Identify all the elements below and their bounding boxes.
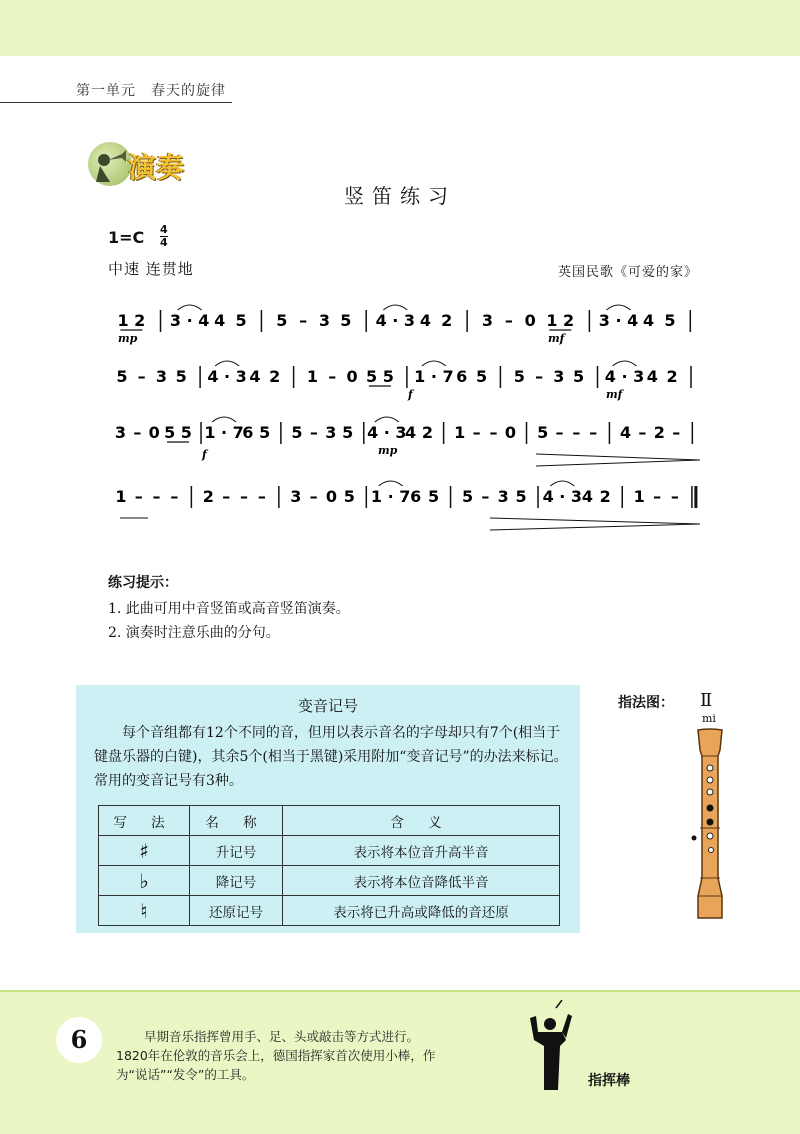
score-note: 1 · 7 [414, 367, 454, 386]
row-meaning: 表示将已升高或降低的音还原 [283, 896, 560, 926]
score-note: – [299, 311, 308, 330]
score-note: 3 · 4 [598, 311, 639, 330]
dynamic-marking: mf [548, 332, 565, 345]
score-note: – [504, 311, 513, 330]
dynamic-marking: mp [378, 444, 398, 457]
score-note: – [152, 487, 161, 506]
score-note: 3 [318, 311, 331, 330]
score-note: 2 [441, 311, 453, 330]
score-note: 5 [461, 487, 474, 506]
score-note: 0 [325, 487, 338, 506]
page-number: 6 [56, 1017, 102, 1063]
row-name: 升记号 [190, 836, 283, 866]
score-note: 1 2 [117, 311, 146, 330]
dynamic-marking: mf [606, 388, 623, 401]
score-note: 0 [346, 367, 358, 386]
score-note: – [134, 487, 143, 506]
header-cell: 含 义 [283, 806, 560, 836]
score-note: 6 [242, 423, 254, 442]
numbered-score [0, 280, 800, 550]
score-note: 5 [175, 367, 187, 386]
table-header-row [99, 806, 560, 836]
conductor-caption: 指挥棒 [588, 1073, 630, 1089]
score-note: 1 [454, 423, 466, 442]
score-note: 5 [342, 423, 354, 442]
time-signature [160, 224, 168, 249]
accidentals-table [98, 805, 560, 926]
slur-arc [422, 361, 446, 366]
unit-header [0, 74, 232, 103]
header-cell: 写 法 [99, 806, 190, 836]
score-note: – [137, 367, 146, 386]
score-note: 4 · 3 [542, 487, 583, 506]
score-note: 1 · 7 [370, 487, 411, 506]
natural-symbol: ♮ [99, 896, 190, 926]
score-note: – [535, 367, 544, 386]
footer-line: 为“说话”“发令”的工具。 [116, 1067, 255, 1082]
panel-title: 变音记号 [297, 697, 358, 715]
tip-item: 2. 演奏时注意乐曲的分句。 [108, 625, 280, 641]
score-note: – [572, 423, 581, 442]
score-note: 1 · 7 [204, 423, 244, 442]
score-note: – [472, 423, 481, 442]
score-note: 3 [114, 423, 127, 442]
score-note: 3 · 4 [169, 311, 210, 330]
score-note: 4 [249, 367, 261, 386]
score-note: 5 [259, 423, 271, 442]
score-note: 3 [497, 487, 509, 506]
score-note: 0 [504, 423, 516, 442]
score-note: – [481, 487, 490, 506]
score-note: 3 [481, 311, 494, 330]
score-note: 4 [643, 311, 655, 330]
score-note: 5 5 [366, 367, 394, 386]
slur-arc [383, 305, 407, 310]
fingering-numeral: Ⅱ [700, 690, 713, 711]
slur-arc [215, 361, 239, 366]
slur-arc [375, 417, 399, 422]
score-note: 1 2 [546, 311, 575, 330]
score-note: – [670, 487, 679, 506]
decrescendo-hairpin [536, 454, 700, 466]
score-note: 6 [456, 367, 468, 386]
fingering-label: 指法图： [618, 695, 674, 711]
top-band [0, 0, 800, 56]
score-note: 1 [306, 367, 319, 386]
score-note: 5 [537, 423, 549, 442]
score-note: 5 [276, 311, 288, 330]
score-note: 4 · 3 [367, 423, 407, 442]
score-note: 5 [343, 487, 355, 506]
score-note: – [555, 423, 564, 442]
score-note: 1 [633, 487, 645, 506]
tip-item: 1. 此曲可用中音竖笛或高音竖笛演奏。 [108, 601, 350, 617]
tips-title: 练习提示： [108, 575, 178, 591]
score-note: 5 [116, 367, 128, 386]
score-note: – [170, 487, 179, 506]
section-label: 演奏 [128, 151, 185, 184]
score-note: 2 [202, 487, 214, 506]
meter-top: 4 [160, 223, 168, 236]
score-note: 4 [214, 311, 226, 330]
footer-text [116, 1027, 476, 1084]
slur-arc [212, 417, 236, 422]
decrescendo-hairpin [490, 518, 700, 530]
dynamic-marking: mp [118, 332, 138, 345]
score-note: 0 [524, 311, 536, 330]
score-note: – [328, 367, 337, 386]
score-note: 6 [410, 487, 422, 506]
slur-arc [612, 361, 636, 366]
row-name: 降记号 [190, 866, 283, 896]
score-note: 4 · 3 [375, 311, 416, 330]
flat-symbol: ♭ [99, 866, 190, 896]
panel-text: 每个音组都有12个不同的音，但用以表示音名的字母却只有7个(相当于键盘乐器的白键)，其余5个(相当于黑键)采用附加“变音记号”的办法来标记。常用的变音记号有3种。 [94, 725, 568, 789]
table-row [99, 896, 560, 926]
score-note: – [240, 487, 249, 506]
score-note: 5 [291, 423, 303, 442]
score-note: 4 [419, 311, 431, 330]
slur-arc [606, 305, 630, 310]
score-note: 3 [155, 367, 168, 386]
score-note: 5 [340, 311, 352, 330]
header-cell: 名 称 [190, 806, 283, 836]
unit-header-text: 第一单元 春天的旋律 [76, 83, 226, 99]
score-note: 2 [653, 423, 665, 442]
score-note: – [133, 423, 142, 442]
score-note: 0 [148, 423, 160, 442]
fingering-syllable: mi [702, 712, 716, 725]
tempo-marking: 中速 连贯地 [108, 260, 194, 278]
score-note: 2 [269, 367, 281, 386]
recorder-icon [680, 728, 740, 928]
score-note: 3 [325, 423, 337, 442]
score-note: 3 [290, 487, 302, 506]
score-note: 5 [427, 487, 440, 506]
score-note: 2 [599, 487, 611, 506]
meter-bottom: 4 [160, 236, 168, 249]
score-note: – [653, 487, 662, 506]
slur-arc [379, 481, 403, 486]
score-note: 5 [513, 367, 525, 386]
score-note: 2 [666, 367, 678, 386]
table-row [99, 836, 560, 866]
footer-line: 1820年在伦敦的音乐会上，德国指挥家首次使用小棒，作 [116, 1048, 436, 1063]
score-note: 5 [515, 487, 527, 506]
accidentals-panel [76, 685, 580, 933]
score-note: 4 [646, 367, 658, 386]
score-note: 2 [421, 423, 434, 442]
piece-source: 英国民歌《可爱的家》 [558, 265, 699, 280]
score-note: 1 [115, 487, 127, 506]
score-note: 4 [405, 423, 417, 442]
table-row [99, 866, 560, 896]
row-meaning: 表示将本位音降低半音 [283, 866, 560, 896]
score-note: – [257, 487, 266, 506]
row-name: 还原记号 [190, 896, 283, 926]
score-note: – [638, 423, 647, 442]
score-note: 5 5 [164, 423, 192, 442]
score-note: – [222, 487, 231, 506]
score-note: – [672, 423, 681, 442]
score-note: 5 [235, 311, 247, 330]
score-note: 4 · 3 [604, 367, 645, 386]
piece-title: 竖笛练习 [344, 184, 456, 208]
score-note: 3 [553, 367, 565, 386]
slur-arc [550, 481, 574, 486]
score-note: – [309, 487, 318, 506]
score-note: – [589, 423, 598, 442]
score-note: – [489, 423, 498, 442]
score-note: 4 [581, 487, 593, 506]
dynamic-marking: f [202, 448, 207, 461]
score-note: 5 [664, 311, 676, 330]
key-signature: 1=C [108, 228, 145, 247]
slur-arc [178, 305, 202, 310]
sharp-symbol: ♯ [99, 836, 190, 866]
score-note: 5 [475, 367, 488, 386]
score-note: – [309, 423, 318, 442]
score-note: 5 [573, 367, 585, 386]
score-note: 4 · 3 [207, 367, 247, 386]
footer-line: 早期音乐指挥曾用手、足、头或敲击等方式进行。 [144, 1029, 420, 1044]
row-meaning: 表示将本位音升高半音 [283, 836, 560, 866]
dynamic-marking: f [408, 388, 413, 401]
score-note: 4 [619, 423, 632, 442]
conductor-icon [520, 1000, 580, 1095]
